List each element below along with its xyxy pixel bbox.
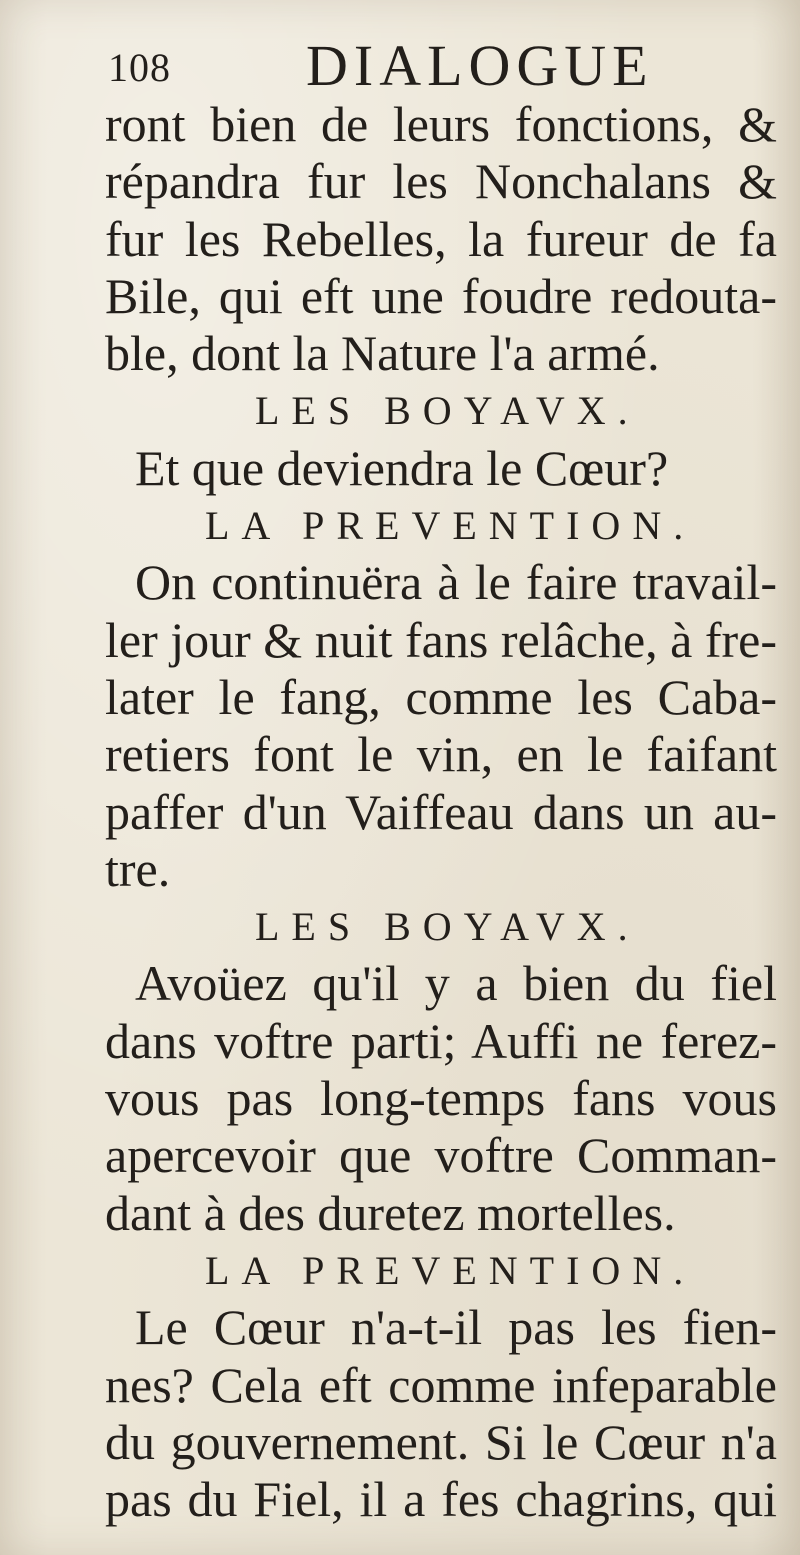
speech-line: dant à des duretez mortelles. bbox=[105, 1184, 676, 1241]
speaker-heading: LES BOYAVX. bbox=[255, 388, 640, 434]
text-line: répandra fur les Nonchalans & bbox=[105, 153, 777, 210]
speech-line: vous pas long-temps fans vous bbox=[105, 1070, 777, 1127]
speech-line: ler jour & nuit fans relâche, à fre- bbox=[105, 611, 777, 668]
speech-line: retiers font le vin, en le faifant bbox=[105, 726, 777, 783]
running-head: DIALOGUE bbox=[306, 33, 654, 98]
speaker-heading: LES BOYAVX. bbox=[255, 904, 640, 950]
text-line: Bile, qui eft une foudre redouta- bbox=[105, 267, 777, 324]
speech-line: paffer d'un Vaiffeau dans un au- bbox=[105, 783, 777, 840]
speaker-heading: LA PREVENTION. bbox=[205, 1247, 696, 1293]
speech-line: Le Cœur n'a-t-il pas les fien- bbox=[135, 1299, 777, 1356]
page-text bbox=[105, 96, 777, 1528]
text-line: fur les Rebelles, la fureur de fa bbox=[105, 210, 777, 267]
speech-line: On continuëra à le faire travail- bbox=[135, 554, 777, 611]
text-line: ront bien de leurs fonctions, & bbox=[105, 96, 777, 152]
speech-line: dans voftre parti; Auffi ne ferez- bbox=[105, 1012, 777, 1069]
speaker-heading: LA PREVENTION. bbox=[205, 503, 696, 549]
text-line: ble, dont la Nature l'a armé. bbox=[105, 325, 660, 382]
speech-line: du gouvernement. Si le Cœur n'a bbox=[105, 1413, 777, 1470]
page-header bbox=[108, 32, 708, 102]
speech-line: Avoüez qu'il y a bien du fiel bbox=[135, 955, 777, 1012]
speech-line: nes? Cela eft comme infeparable bbox=[105, 1356, 777, 1413]
speech-line: tre. bbox=[105, 840, 171, 897]
speech-line: later le fang, comme les Caba- bbox=[105, 668, 777, 725]
page-number: 108 bbox=[108, 45, 171, 90]
speech-line: apercevoir que voftre Comman- bbox=[105, 1127, 777, 1184]
speech-line: pas du Fiel, il a fes chagrins, qui bbox=[105, 1471, 777, 1528]
speech-line: Et que deviendra le Cœur? bbox=[135, 439, 669, 496]
